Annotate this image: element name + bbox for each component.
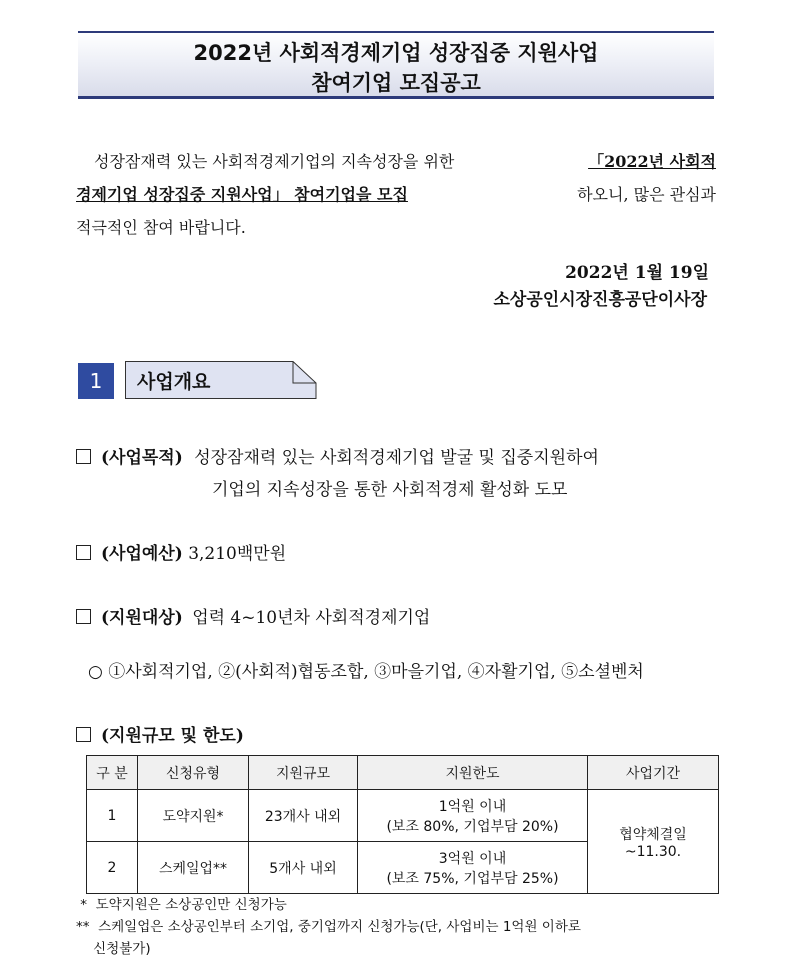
table-cell: 스케일업** — [138, 842, 249, 894]
limit-ratio: (보조 80%, 기업부담 20%) — [386, 818, 559, 835]
item-label: (사업목적) — [101, 448, 183, 468]
table-row — [87, 790, 719, 842]
item-label: (지원대상) — [101, 608, 183, 628]
table-cell — [358, 842, 588, 894]
item-text: 성장잠재력 있는 사회적경제기업 발굴 및 집중지원하여 — [194, 448, 599, 468]
intro-emphasis: 경제기업 성장집중 지원사업」 참여기업을 모집 — [76, 185, 408, 204]
signature: 소상공인시장진흥공단이사장 — [493, 290, 707, 310]
table-header-row — [87, 756, 719, 790]
table-header: 지원한도 — [358, 756, 588, 790]
support-table — [86, 755, 719, 894]
footnote-2: ** 스케일업은 소상공인부터 소기업, 중기업까지 신청가능(단, 사업비는 1억원 이하로 — [76, 919, 581, 935]
table-cell: 1 — [87, 790, 138, 842]
table-header: 지원규모 — [249, 756, 358, 790]
announcement-date: 2022년 1월 19일 — [565, 263, 709, 283]
intro-line-3 — [76, 211, 716, 244]
document-title — [78, 31, 714, 99]
section-number: 1 — [78, 363, 114, 399]
checkbox-icon — [76, 727, 91, 742]
limit-amount: 3억원 이내 — [438, 850, 507, 867]
table-cell: 23개사 내외 — [249, 790, 358, 842]
title-line-1: 2022년 사회적경제기업 성장집중 지원사업 — [193, 41, 599, 65]
item-target — [76, 603, 430, 628]
table-cell-period — [588, 790, 719, 894]
intro-emphasis: 「2022년 사회적 — [588, 152, 716, 171]
section-title-box — [125, 361, 315, 397]
item-label: (사업예산) — [101, 544, 183, 564]
checkbox-icon — [76, 449, 91, 464]
intro-line-1 — [76, 145, 716, 178]
table-cell: 5개사 내외 — [249, 842, 358, 894]
footnote-1: * 도약지원은 소상공인만 신청가능 — [76, 897, 287, 913]
item-purpose — [76, 443, 599, 468]
item-budget — [76, 539, 286, 564]
section-title: 사업개요 — [137, 371, 211, 393]
period-start: 협약체결일 — [619, 826, 687, 843]
intro-paragraph — [76, 145, 716, 244]
table-header: 신청유형 — [138, 756, 249, 790]
period-end: ~11.30. — [624, 843, 682, 860]
intro-line-2 — [76, 178, 716, 211]
checkbox-icon — [76, 609, 91, 624]
intro-text: 적극적인 참여 바랍니다. — [76, 218, 246, 237]
item-purpose-line-2: 기업의 지속성장을 통한 사회적경제 활성화 도모 — [212, 480, 568, 500]
table-header: 사업기간 — [588, 756, 719, 790]
item-text: 3,210백만원 — [188, 544, 287, 564]
table-cell: 2 — [87, 842, 138, 894]
table-cell — [358, 790, 588, 842]
item-scale — [76, 721, 244, 746]
item-label: (지원규모 및 한도) — [101, 726, 244, 746]
footnote-3: 신청불가) — [76, 941, 151, 957]
table-cell: 도약지원* — [138, 790, 249, 842]
table-header: 구 분 — [87, 756, 138, 790]
intro-text: 성장잠재력 있는 사회적경제기업의 지속성장을 위한 — [94, 152, 455, 171]
checkbox-icon — [76, 545, 91, 560]
intro-text: 하오니, 많은 관심과 — [577, 185, 716, 204]
title-line-2: 참여기업 모집공고 — [311, 71, 481, 95]
limit-amount: 1억원 이내 — [438, 798, 507, 815]
limit-ratio: (보조 75%, 기업부담 25%) — [386, 870, 559, 887]
item-text: 업력 4~10년차 사회적경제기업 — [192, 608, 431, 628]
target-types: ○ ①사회적기업, ②(사회적)협동조합, ③마을기업, ④자활기업, ⑤소셜벤처 — [88, 662, 644, 682]
